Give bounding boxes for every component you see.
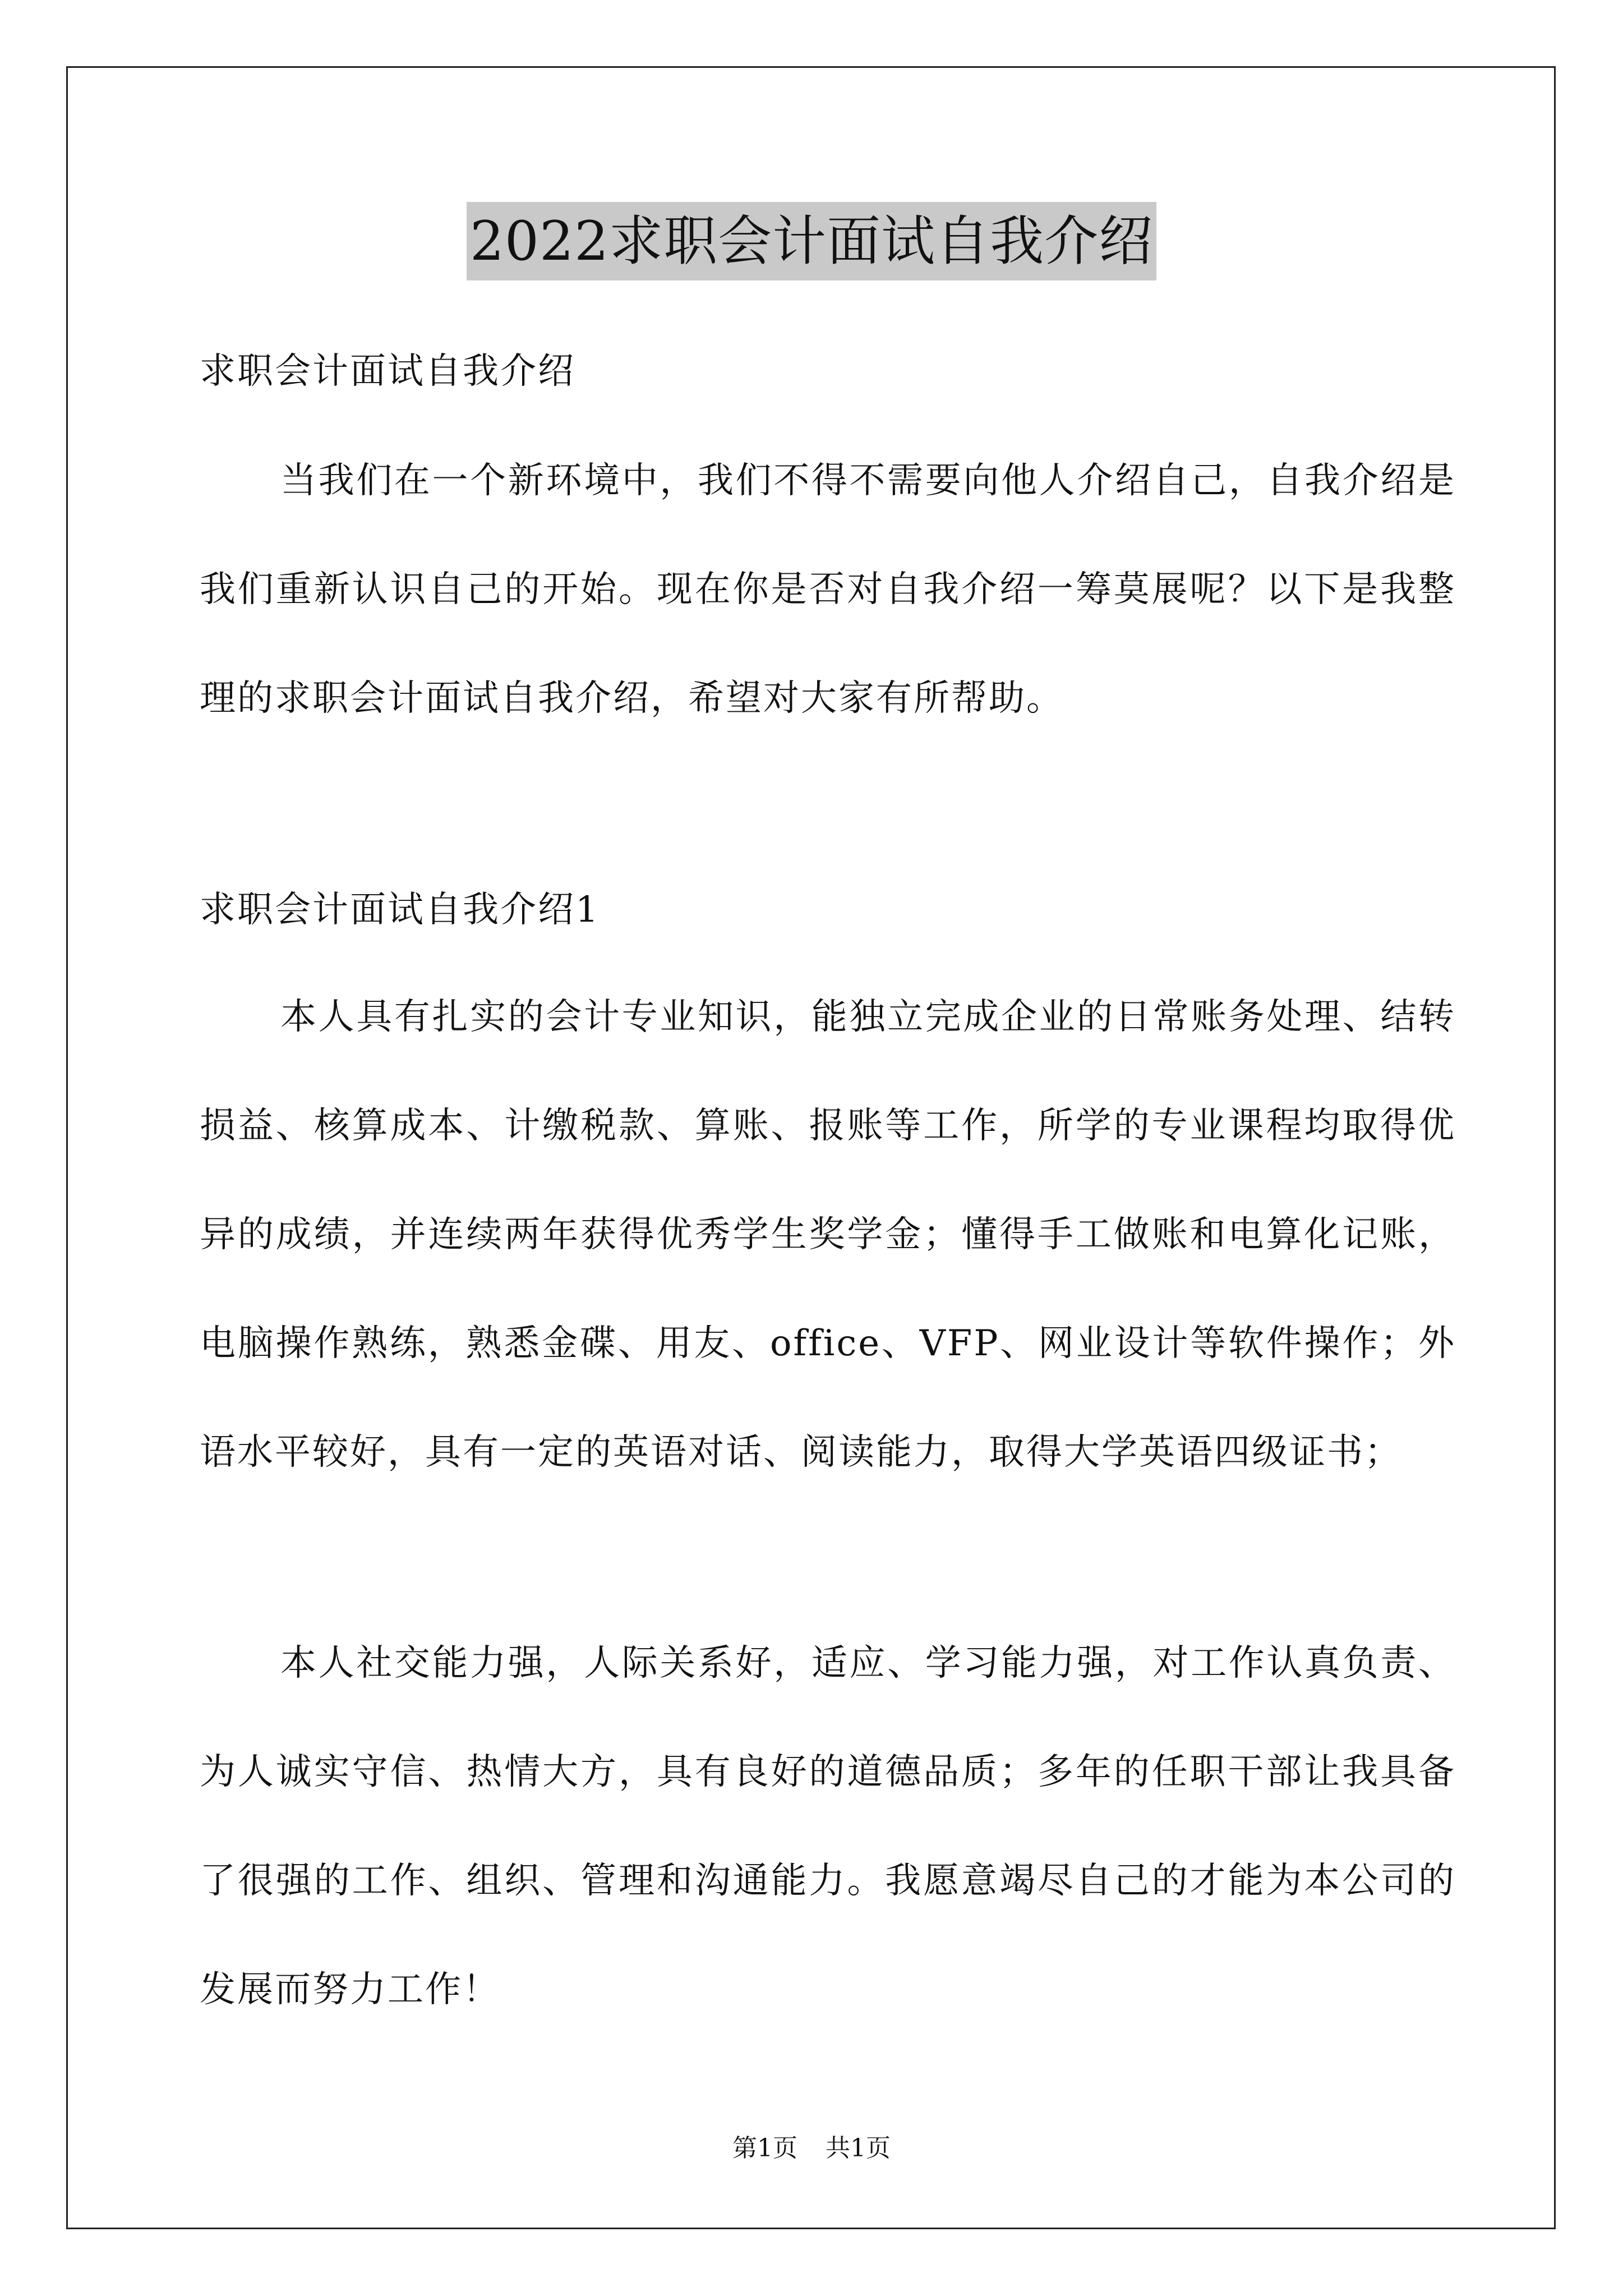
page-number: 第1页 (732, 2134, 797, 2162)
document-subtitle: 求职会计面试自我介绍 (200, 351, 575, 392)
page-footer (0, 2132, 1623, 2165)
section1-paragraph-1: 本人具有扎实的会计专业知识，能独立完成企业的日常账务处理、结转损益、核算成本、计缴税款、算账、报账等工作，所学的专业课程均取得优异的成绩，并连续两年获得优秀学生奖学金；懂得手工做账和电算化记账，电脑操作熟练，熟悉金碟、用友、office、VFP、网业设计等软件操作；外语水平较好，具有一定的英语对话、阅读能力，取得大学英语四级证书； (200, 996, 1456, 1473)
section1-heading: 求职会计面试自我介绍1 (200, 889, 600, 931)
section1-paragraph-2: 本人社交能力强，人际关系好，适应、学习能力强，对工作认真负责、为人诚实守信、热情大方，具有良好的道德品质；多年的任职干部让我具备了很强的工作、组织、管理和沟通能力。我愿意竭尽自己的才能为本公司的发展而努力工作！ (200, 1642, 1456, 2010)
document-title: 2022求职会计面试自我介绍 (467, 202, 1156, 280)
total-pages: 共1页 (826, 2134, 891, 2162)
title-container (0, 202, 1623, 280)
intro-paragraph: 当我们在一个新环境中，我们不得不需要向他人介绍自己，自我介绍是我们重新认识自己的开始。现在你是否对自我介绍一筹莫展呢？以下是我整理的求职会计面试自我介绍，希望对大家有所帮助。 (200, 460, 1456, 719)
